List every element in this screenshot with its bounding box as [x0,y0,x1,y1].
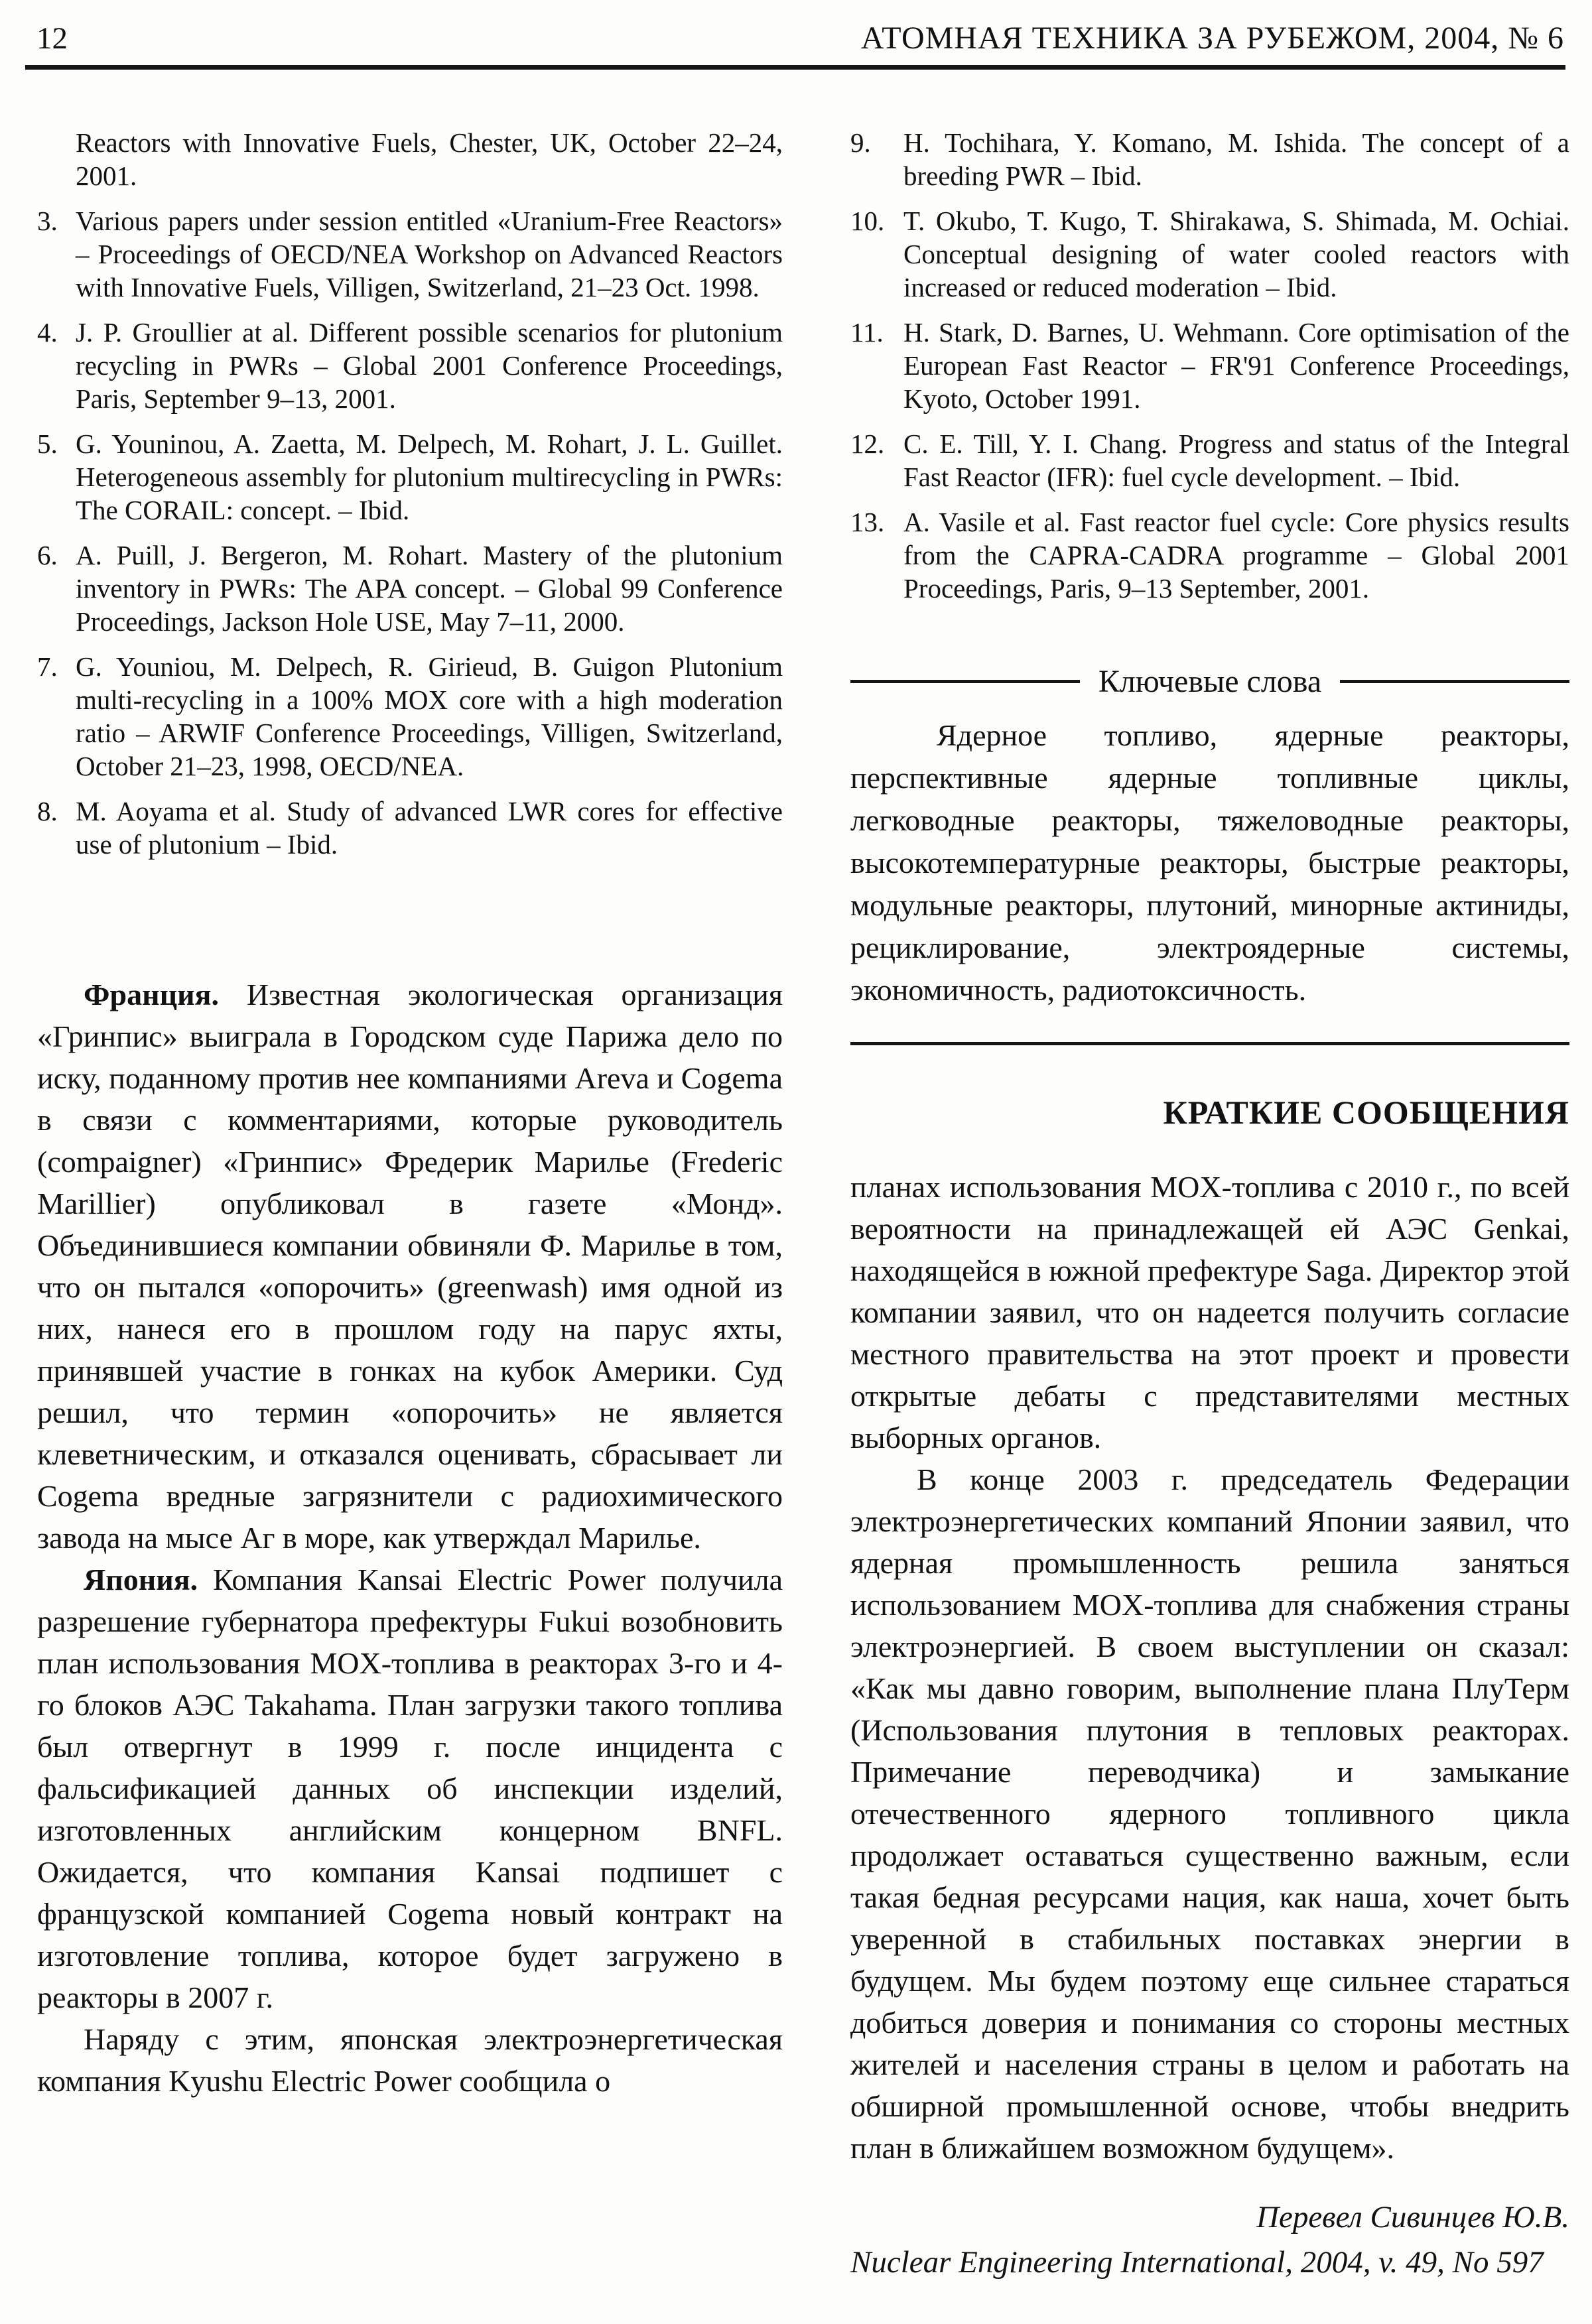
reference-text: A. Vasile et al. Fast reactor fuel cycle: Core physics results from the CAPRA-CADRA programme – Global 2001 Proceedings, Paris, 9–13 September, 2001. [903,507,1569,604]
reference-item-4 [37,316,783,415]
page-header [36,20,1564,56]
reference-number: 13. [850,507,885,537]
reference-number: 7. [37,651,58,682]
section-title-brief-news: КРАТКИЕ СООБЩЕНИЯ [1163,1094,1569,1131]
reference-text: Reactors with Innovative Fuels, Chester, UK, October 22–24, 2001. [76,127,783,191]
reference-number: 8. [37,796,58,826]
reference-text: H. Stark, D. Barnes, U. Wehmann. Core optimisation of the European Fast Reactor – FR'91 Conference Proceedings, Kyoto, October 1991. [903,317,1569,414]
keywords-bottom-rule [850,1042,1569,1045]
right-column [850,126,1569,2280]
reference-item-11 [850,316,1569,415]
reference-item-5 [37,427,783,527]
reference-number: 9. [850,127,871,158]
page-number: 12 [36,21,68,56]
reference-item-9 [850,126,1569,192]
reference-item-3 [37,204,783,304]
news-paragraph-fepc: В конце 2003 г. председатель Федерации электроэнергетических компаний Японии заявил, что ядерная промышленность решила заняться использованием MOX-топлива для снабжения страны электроэнергией. В своем выступлении он сказал: «Как мы давно говорим, выполнение плана ПлуТерм (Использования плутония в тепловых реакторах. Примечание переводчика) и замыкание отечественного ядерного топливного цикла продолжает оставаться существенно важным, если такая бедная ресурсами нация, как наша, хочет быть уверенной в стабильных поставках энергии в будущем. Мы будем поэтому еще сильнее стараться добиться доверия и понимания со стороны местных жителей и населения страны в целом и работать на обширной промышленной основе, чтобы внедрить план в ближайшем возможном будущем». [850,1462,1569,2165]
keywords-rule-left [850,680,1080,683]
news-text-france: Известная экологическая организация «Гринпис» выиграла в Городском суде Парижа дело по иску, поданному против нее компаниями Areva и Cogema в связи с комментариями, которые руководитель (compaigner) «Гринпис» Фредерик Марилье (Frederic Marillier) опубликовал в газете «Монд». Объединившиеся компании обвиняли Ф. Марилье в том, что он пытался «опорочить» (greenwash) имя одной из них, нанеся его в прошлом году на парус яхты, принявшей участие в гонках на кубок Америки. Суд решил, что термин «опорочить» не является клеветническим, и отказался оценивать, сбрасывает ли Cogema вредные загрязнители с радиохимического завода на мысе Аг в море, как утверждал Марилье. [37,978,783,1555]
reference-item-6 [37,539,783,638]
news-text-japan: Компания Kansai Electric Power получила разрешение губернатора префектуры Fukui возобновить план использования MOX-топлива в реакторах 3-го и 4-го блоков АЭС Takahama. План загрузки такого топлива был отвергнут в 1999 г. после инцидента с фальсификацией данных об инспекции изделий, изготовленных английским концерном BNFL. Ожидается, что компания Kansai подпишет с французской компанией Cogema новый контракт на изготовление топлива, которое будет загружено в реакторы в 2007 г. [37,1563,783,2014]
reference-text: C. E. Till, Y. I. Chang. Progress and status of the Integral Fast Reactor (IFR): fuel cycle development. – Ibid. [903,428,1569,492]
reference-text: H. Tochihara, Y. Komano, M. Ishida. The concept of a breeding PWR – Ibid. [903,127,1569,191]
news-paragraph-japan-continuation-end: планах использования MOX-топлива с 2010 г., по всей вероятности на принадлежащей ей АЭС Genkai, находящейся в южной префектуре Saga. Директор этой компании заявил, что он надеется получить согласие местного правительства на этот проект и провести открытые дебаты с представителями местных выборных органов. [850,1170,1569,1454]
footer-source: Nuclear Engineering International, 2004, v. 49, No 597 [850,2245,1544,2280]
reference-text: G. Youninou, A. Zaetta, M. Delpech, M. Rohart, J. L. Guillet. Heterogeneous assembly for plutonium multirecycling in PWRs: The CORAIL: concept. – Ibid. [76,428,783,525]
reference-text: Various papers under session entitled «Uranium-Free Reactors» – Proceedings of OECD/NEA Workshop on Advanced Reactors with Innovative Fuels, Villigen, Switzerland, 21–23 Oct. 1998. [76,206,783,302]
news-lead-france: Франция. [84,978,219,1011]
reference-list-right [850,126,1569,605]
reference-item-8 [37,795,783,861]
footer-translator: Перевел Сивинцев Ю.В. [1256,2200,1569,2234]
header-rule [25,65,1565,70]
keywords-header [850,663,1569,700]
news-paragraph-japan [37,1559,783,2018]
news-paragraph-japan-continuation-start: Наряду с этим, японская электроэнергетическая компания Kyushu Electric Power сообщила о [37,2022,783,2098]
reference-number: 6. [37,540,58,570]
reference-text: G. Youniou, M. Delpech, R. Girieud, B. Guigon Plutonium multi-recycling in a 100% MOX core with a high moderation ratio – ARWIF Conference Proceedings, Villigen, Switzerland, October 21–23, 1998, OECD/NEA. [76,651,783,781]
news-paragraph-france [37,974,783,1559]
reference-text: J. P. Groullier at al. Different possible scenarios for plutonium recycling in PWRs – Global 2001 Conference Proceedings, Paris, September 9–13, 2001. [76,317,783,414]
reference-item-7 [37,650,783,783]
reference-text: M. Aoyama et al. Study of advanced LWR cores for effective use of plutonium – Ibid. [76,796,783,860]
reference-item-10 [850,204,1569,304]
keywords-title: Ключевые слова [1098,664,1322,699]
reference-number: 10. [850,206,885,236]
reference-text: T. Okubo, T. Kugo, T. Shirakawa, S. Shimada, M. Ochiai. Conceptual designing of water cooled reactors with increased or reduced moderation – Ibid. [903,206,1569,302]
reference-number: 5. [37,428,58,459]
left-column [37,126,783,2102]
reference-number: 12. [850,428,885,459]
reference-text: A. Puill, J. Bergeron, M. Rohart. Mastery of the plutonium inventory in PWRs: The APA concept. – Global 99 Conference Proceedings, Jackson Hole USE, May 7–11, 2000. [76,540,783,637]
journal-title: АТОМНАЯ ТЕХНИКА ЗА РУБЕЖОМ, 2004, № 6 [860,21,1564,56]
keywords-text: Ядерное топливо, ядерные реакторы, перспективные ядерные топливные циклы, легководные реакторы, тяжеловодные реакторы, высокотемпературные реакторы, быстрые реакторы, модульные реакторы, плутоний, минорные актиниды, рециклирование, электроядерные системы, экономичность, радиотоксичность. [850,718,1569,1007]
keywords-rule-right [1340,680,1569,683]
reference-item-12 [850,427,1569,493]
reference-number: 4. [37,317,58,348]
news-lead-japan: Япония. [84,1563,198,1596]
reference-number: 3. [37,206,58,236]
reference-list-left [37,126,783,861]
reference-item-13 [850,505,1569,605]
reference-item-2-continuation [37,126,783,192]
reference-number: 11. [850,317,884,348]
